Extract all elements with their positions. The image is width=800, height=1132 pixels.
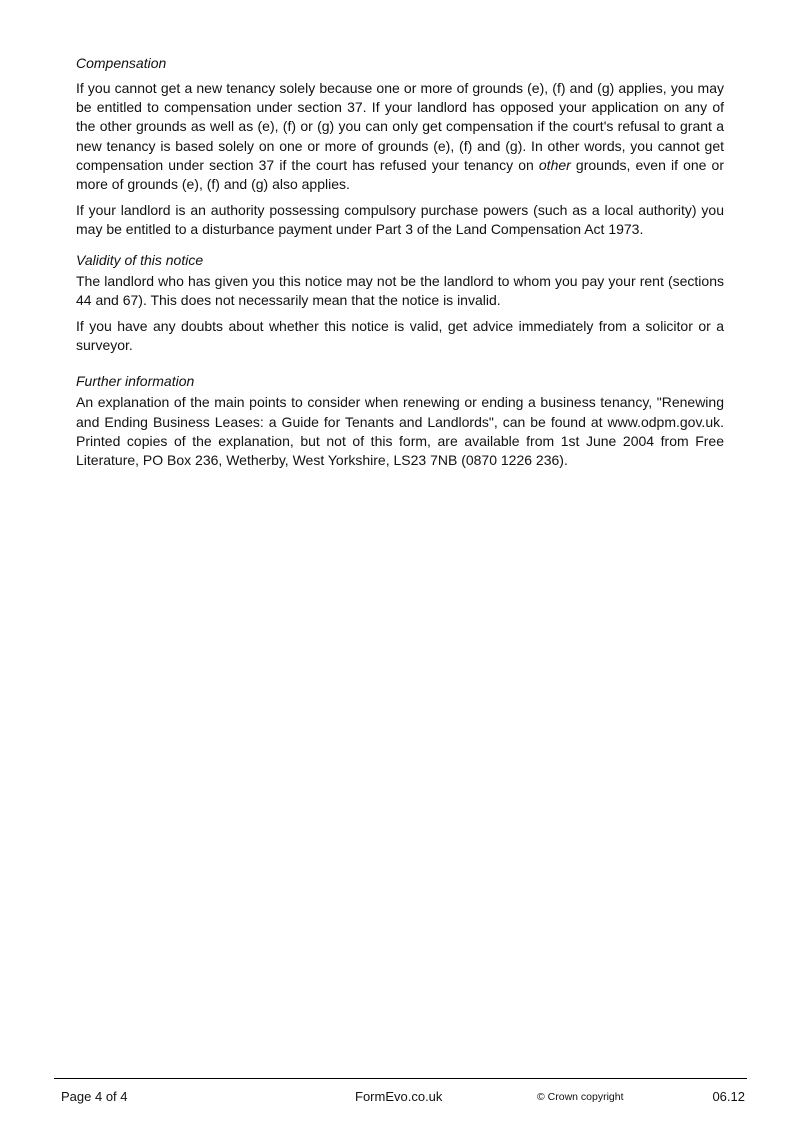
footer-copyright: © Crown copyright [537,1091,624,1103]
compensation-text-end: grounds, even if one or more of grounds (e), (f) and (g) also applies. [76,156,724,193]
compensation-paragraph-2: If your landlord is an authority possessing compulsory purchase powers (such as a local authority) you may be entitled to a disturbance payment under Part 3 of the Land Compensation Act 1973. [76,202,724,238]
validity-paragraph-2: If you have any doubts about whether this notice is valid, get advice immediately from a solicitor or a surveyor. [76,318,724,354]
compensation-text-start: If you cannot get a new tenancy solely because one or more of grounds (e), (f) and (g) applies, you may be entitled to compensation under section 37. If your landlord has opposed your application on any of the other grounds as well as (e), (f) or (g) you can only get compensation if the court's refusal to grant a new tenancy is based solely on one or more of grounds (e), (f) and (g). In other words, you cannot get compensation under section 37 if the court has refused your tenancy on [76,80,724,173]
compensation-heading: Compensation [76,55,167,71]
further-information-paragraph: An explanation of the main points to consider when renewing or ending a business tenancy, "Renewing and Ending Business Leases: a Guide for Tenants and Landlords", can be found at www.odpm.gov.uk. Printed copies of the explanation, but not of this form, are available from 1st June 2004 from Free Literature, PO Box 236, Wetherby, West Yorkshire, LS23 7NB (0870 1226 236). [76,394,724,469]
footer-site-name: FormEvo.co.uk [355,1089,443,1104]
validity-heading: Validity of this notice [76,251,204,268]
further-information-heading: Further information [76,373,195,390]
emphasis-other: other [538,156,571,173]
compensation-paragraph-1 [76,79,724,194]
footer-version: 06.12 [712,1089,745,1104]
page-footer [54,1078,747,1119]
section-spacer [76,362,724,372]
footer-page-number: Page 4 of 4 [61,1089,128,1104]
validity-paragraph-1: The landlord who has given you this notice may not be the landlord to whom you pay your rent (sections 44 and 67). This does not necessarily mean that the notice is invalid. [76,272,724,308]
document-body [76,54,724,477]
